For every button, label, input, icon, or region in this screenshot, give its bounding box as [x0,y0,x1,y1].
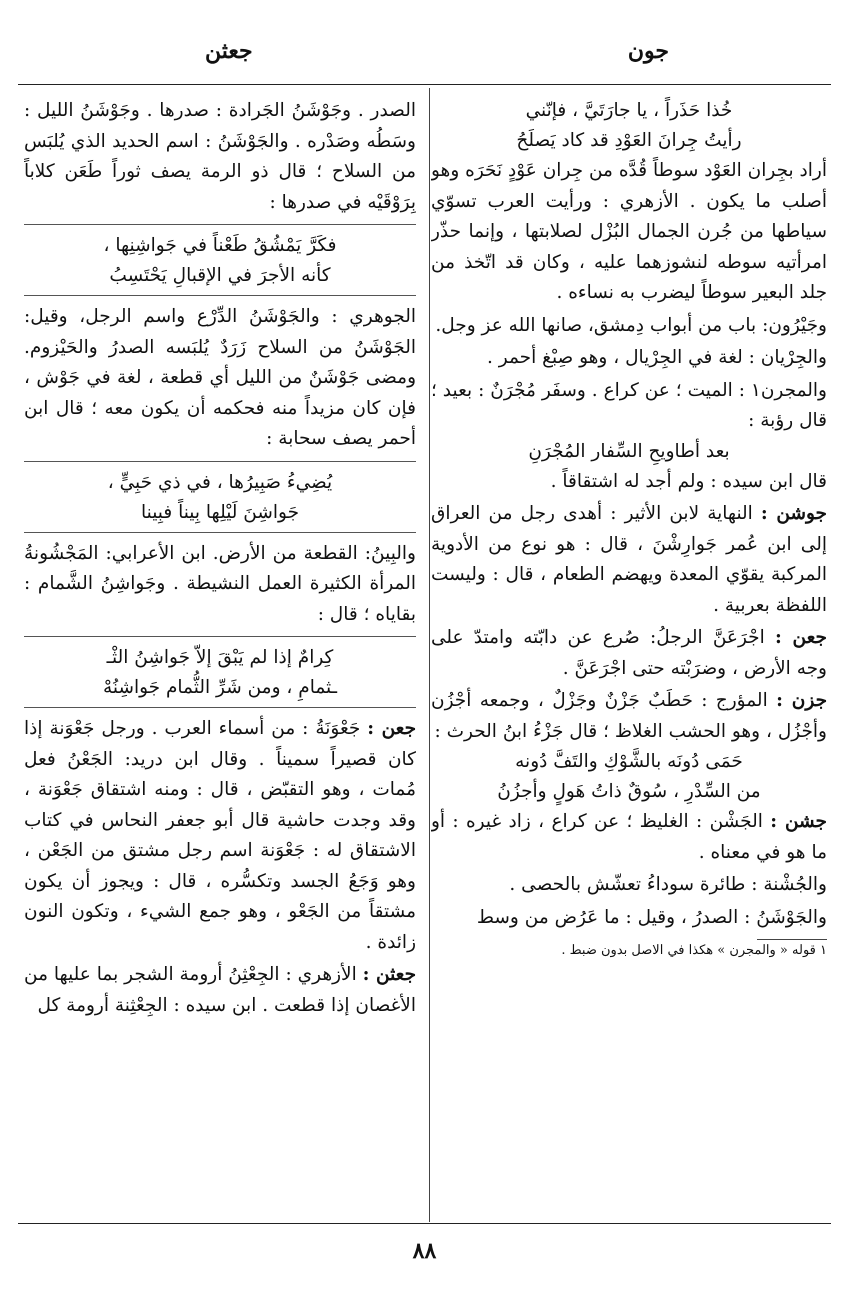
verse [24,461,416,533]
verse-line: جَواشِنَ لَيْلِها بِيناً فبِينا [140,501,300,523]
verse [24,224,416,296]
verse: بعد أطاويحِ السِّفار المُجْرَنِ [528,440,730,462]
entry [431,499,827,621]
paragraph: والجُشْنة : طائرة سوداءُ تعشّش بالحصى . [509,874,827,895]
footnote: ١ قوله « والمجرن » هكذا في الاصل بدون ضبط . [561,943,827,958]
verse-line: خُذا حَذَراً ، يا جارَتَيَّ ، فإنّني [525,100,733,121]
verse-line: حَمَى دُونَه بالشَّوْكِ والتَفَّ دُونه [515,751,743,772]
verse [24,636,416,708]
entry-headword: جعن : [367,718,416,739]
paragraph: أراد بجِران العَوْد سوطاً قُدَّه من جِران عَوْدٍ نَحَرَه وهو أصلب ما يكون . الأزهري : ورأيت العرب تسوّي سياطها من جُرن الجمال البُزْل لصلابتها ، وإنما حذّر امرأتيه سوطه لنشوزهما عليه ، وكان قد اتّخذ من جلد البعير سوطاً ليضرب به نساءه . [431,160,827,303]
paragraph: والبِينُ: القطعة من الأرض. ابن الأعرابي: المَجْشُونةُ المرأة الكثيرة العمل النشيطة . وجَواشِنُ الشَّمام : بقاياه ؛ قال : [24,542,416,625]
paragraph: وجَيْرُون: باب من أبواب دِمشق، صانها الله عز وجل. [435,314,827,336]
bottom-rule [18,1223,831,1224]
entry-text: النهاية لابن الأثير : أهدى رجل من العراق إلى ابن عُمر جَوارِشْنَ ، قال : هو نوع من الأدوية المركبة يقوّي المعدة ويهضم الطعام ، قال : وليست اللفظة بعربية . [431,503,827,616]
right-column [431,96,827,1220]
header-right-word: جون [627,38,669,64]
entry-headword: جشن : [770,811,827,832]
column-divider [429,88,430,1222]
verse-line: يُضِيءُ صَبِيرُها ، في ذي حَبِيٍّ ، [107,471,333,493]
entry [431,807,827,868]
paragraph: الجوهري : والجَوْشَنُ الدِّرْع واسم الرجل، وقيل: الجَوْشَنُ من السلاح زَرَدٌ يُلبَسه الصدرُ والحَيْزوم. ومضى جَوْشَنٌ من الليل أي قطعة ، لغة في جَوْش ، فإن كان مزيداً منه فحكمه أن يكون معه ؛ قال ابن أحمر يصف سحابة : [24,306,416,449]
entry-text: المؤرج : حَطَبٌ جَزْنٌ وجَزْلٌ ، وجمعه أجْزُن وأجْزُل ، وهو الحشب الغلاظ ؛ قال جَزْءُ ابنُ الحرث : [431,690,827,742]
entry [431,623,827,684]
verse-line: كأنه الأجرَ في الإقبالِ يَحْتَسِبُ [109,265,331,286]
paragraph: والمجرن١ : الميت ؛ عن كراع . وسفَر مُجْرَنٌ : بعيد ؛ قال رؤبة : [431,379,827,431]
entry [431,686,827,747]
page-number: ٨٨ [412,1238,437,1264]
paragraph: الصدر . وجَوْشَنُ الجَرادة : صدرها . وجَوْشَنُ الليل : وسَطُه وصَدْره . والجَوْشَنُ : اسم الحديد الذي يُلبَس من السلاح ؛ قال ذو الرمة يصف ثوراً طَعَن كلاباً بِرَوْقَيْه في صدرها : [24,100,416,213]
entry-text: الجَشْن : الغليظ ؛ عن كراع ، زاد غيره : أو ما هو في معناه . [431,811,827,863]
entry-text: جَعْوَنَةُ : من أسماء العرب . ورجل جَعْوَنة إذا كان قصيراً سميناً . وقال ابن دريد: الجَعْنُ فعل مُمات ، وهو التقبّض ، قال : ومنه اشتقاق جَعْوَنة ، وقد وجدت حاشية قال أبو جعفر النحاس في كتاب الاشتقاق له : جَعْوَنة اسم رجل مشتق من الجَعْن ، وهو وَجَعُ الجسد وتكسُّره ، قال : ويجوز أن يكون مشتقاً من الجَعْو ، وهو جمع الشيء ، وتكون النون زائدة . [24,718,416,953]
entry-text: الأزهري : الجِعْثِنُ أرومة الشجر بما عليها من الأغصان إذا قطعت . ابن سيده : الجِعْثِنة أرومة كل [24,964,416,1016]
entry-headword: جزن : [776,690,827,711]
top-rule [18,84,831,85]
verse-line: رأيتُ جِرانَ العَوْدِ قد كاد يَصلَحُ [516,130,742,151]
paragraph: قال ابن سيده : ولم أجد له اشتقاقاً . [550,470,827,492]
left-column [24,96,416,1220]
verse [431,96,827,156]
paragraph: والجِرْيان : لغة في الجِرْيال ، وهو صِبْغ أحمر . [486,347,827,368]
entry [24,714,416,958]
verse-line: كِرامٌ إذا لم يَبْقَ إلاّ جَواشِنُ الثْـ [106,647,334,668]
verse-line: فكَرَّ يَمْشُقُ طَعْناً في جَواشِنِها ، [103,235,337,256]
verse-line: ـثمامِ ، ومن شَرِّ الثُّمام جَواشِنُهْ [102,677,338,698]
entry [24,960,416,1021]
verse [431,747,827,807]
entry-text: اجْرَعَنَّ الرجلُ: صُرع عن دابّته وامتدّ على وجه الأرض ، وضرَبْته حتى اجْرَعَنَّ . [431,627,827,679]
entry-headword: جعن : [774,627,827,648]
header-left-word: جعثن [205,38,253,64]
verse-line: من السِّدْرِ ، سُوقٌ ذاتُ هَولٍ وأجزُنُ [497,781,761,802]
entry-headword: جعثن : [362,964,416,985]
entry-headword: جوشن : [760,503,827,524]
paragraph: والجَوْشَنُ : الصدرُ ، وقيل : ما عَرُض من وسط [476,906,827,928]
footnote-rule [757,939,827,940]
